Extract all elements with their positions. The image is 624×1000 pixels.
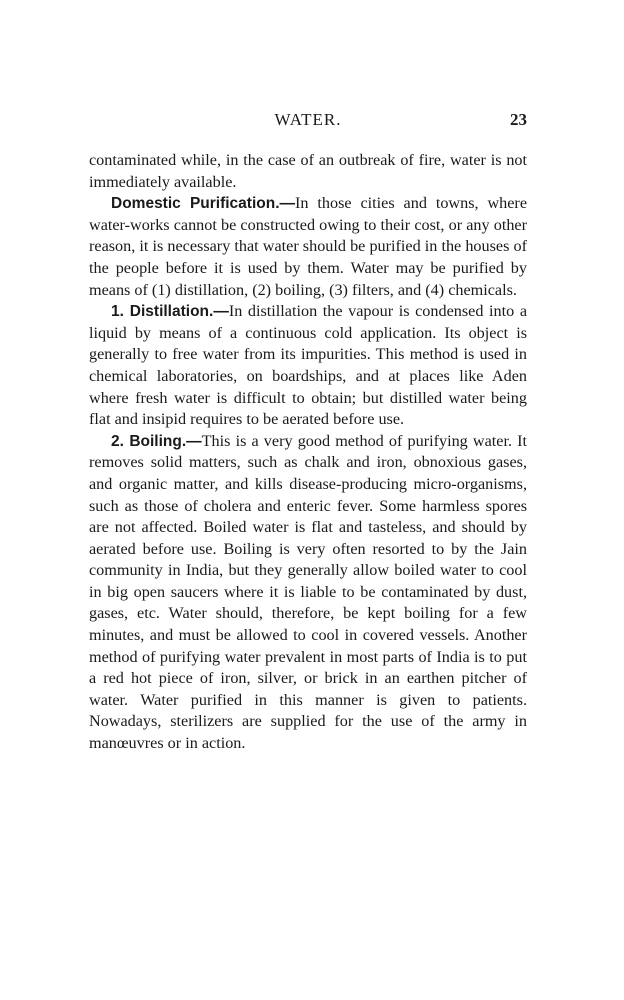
paragraph-distillation — [89, 301, 527, 431]
paragraph-text: contaminated while, in the case of an outbreak of fire, water is not immediately available. — [89, 151, 527, 191]
running-title: WATER. — [274, 110, 342, 129]
paragraph-text: This is a very good method of purifying water. It removes solid matters, such as chalk and iron, obnoxious gases, and organic matter, and kills disease-producing micro-organisms, such as those of cholera and enteric fever. Some harmless spores are not affected. Boiled water is flat and tasteless, and should by aerated before use. Boiling is very often resorted to by the Jain community in India, but they generally allow boiled water to cool in big open saucers where it is liable to be contaminated by dust, gases, etc. Water should, therefore, be kept boiling for a few minutes, and must be allowed to cool in covered vessels. Another method of purifying water prevalent in most parts of India is to put a red hot piece of iron, silver, or brick in an earthen pitcher of water. Water purified in this manner is given to patients. Nowadays, sterilizers are supplied for the use of the army in manœuvres or in action. — [89, 431, 528, 753]
paragraph-boiling — [89, 431, 527, 755]
paragraph-continuation — [89, 150, 527, 193]
paragraph-text: In distillation the vapour is condensed into a liquid by means of a continuous cold application. Its object is generally to free water from its impurities. This method is used in chemical laboratories, on boardships, and at places like Aden where fresh water is difficult to obtain; but distilled water being flat and insipid requires to be aerated before use. — [89, 302, 527, 429]
section-heading: 2. Boiling.— — [111, 432, 202, 450]
paragraph-text: In those cities and towns, where water-works cannot be constructed owing to their cost, or any other reason, it is necessary that water should be purified in the houses of the people before it is used by them. Water may be purified by means of (1) distillation, (2) boiling, (3) filters, and (4) chemicals. — [89, 194, 527, 299]
paragraph-domestic-purification — [89, 193, 527, 301]
section-heading: Domestic Purification.— — [111, 195, 296, 213]
book-page — [89, 110, 527, 755]
section-heading: 1. Distillation.— — [111, 303, 229, 321]
running-head — [89, 110, 527, 140]
page-number: 23 — [510, 110, 527, 129]
